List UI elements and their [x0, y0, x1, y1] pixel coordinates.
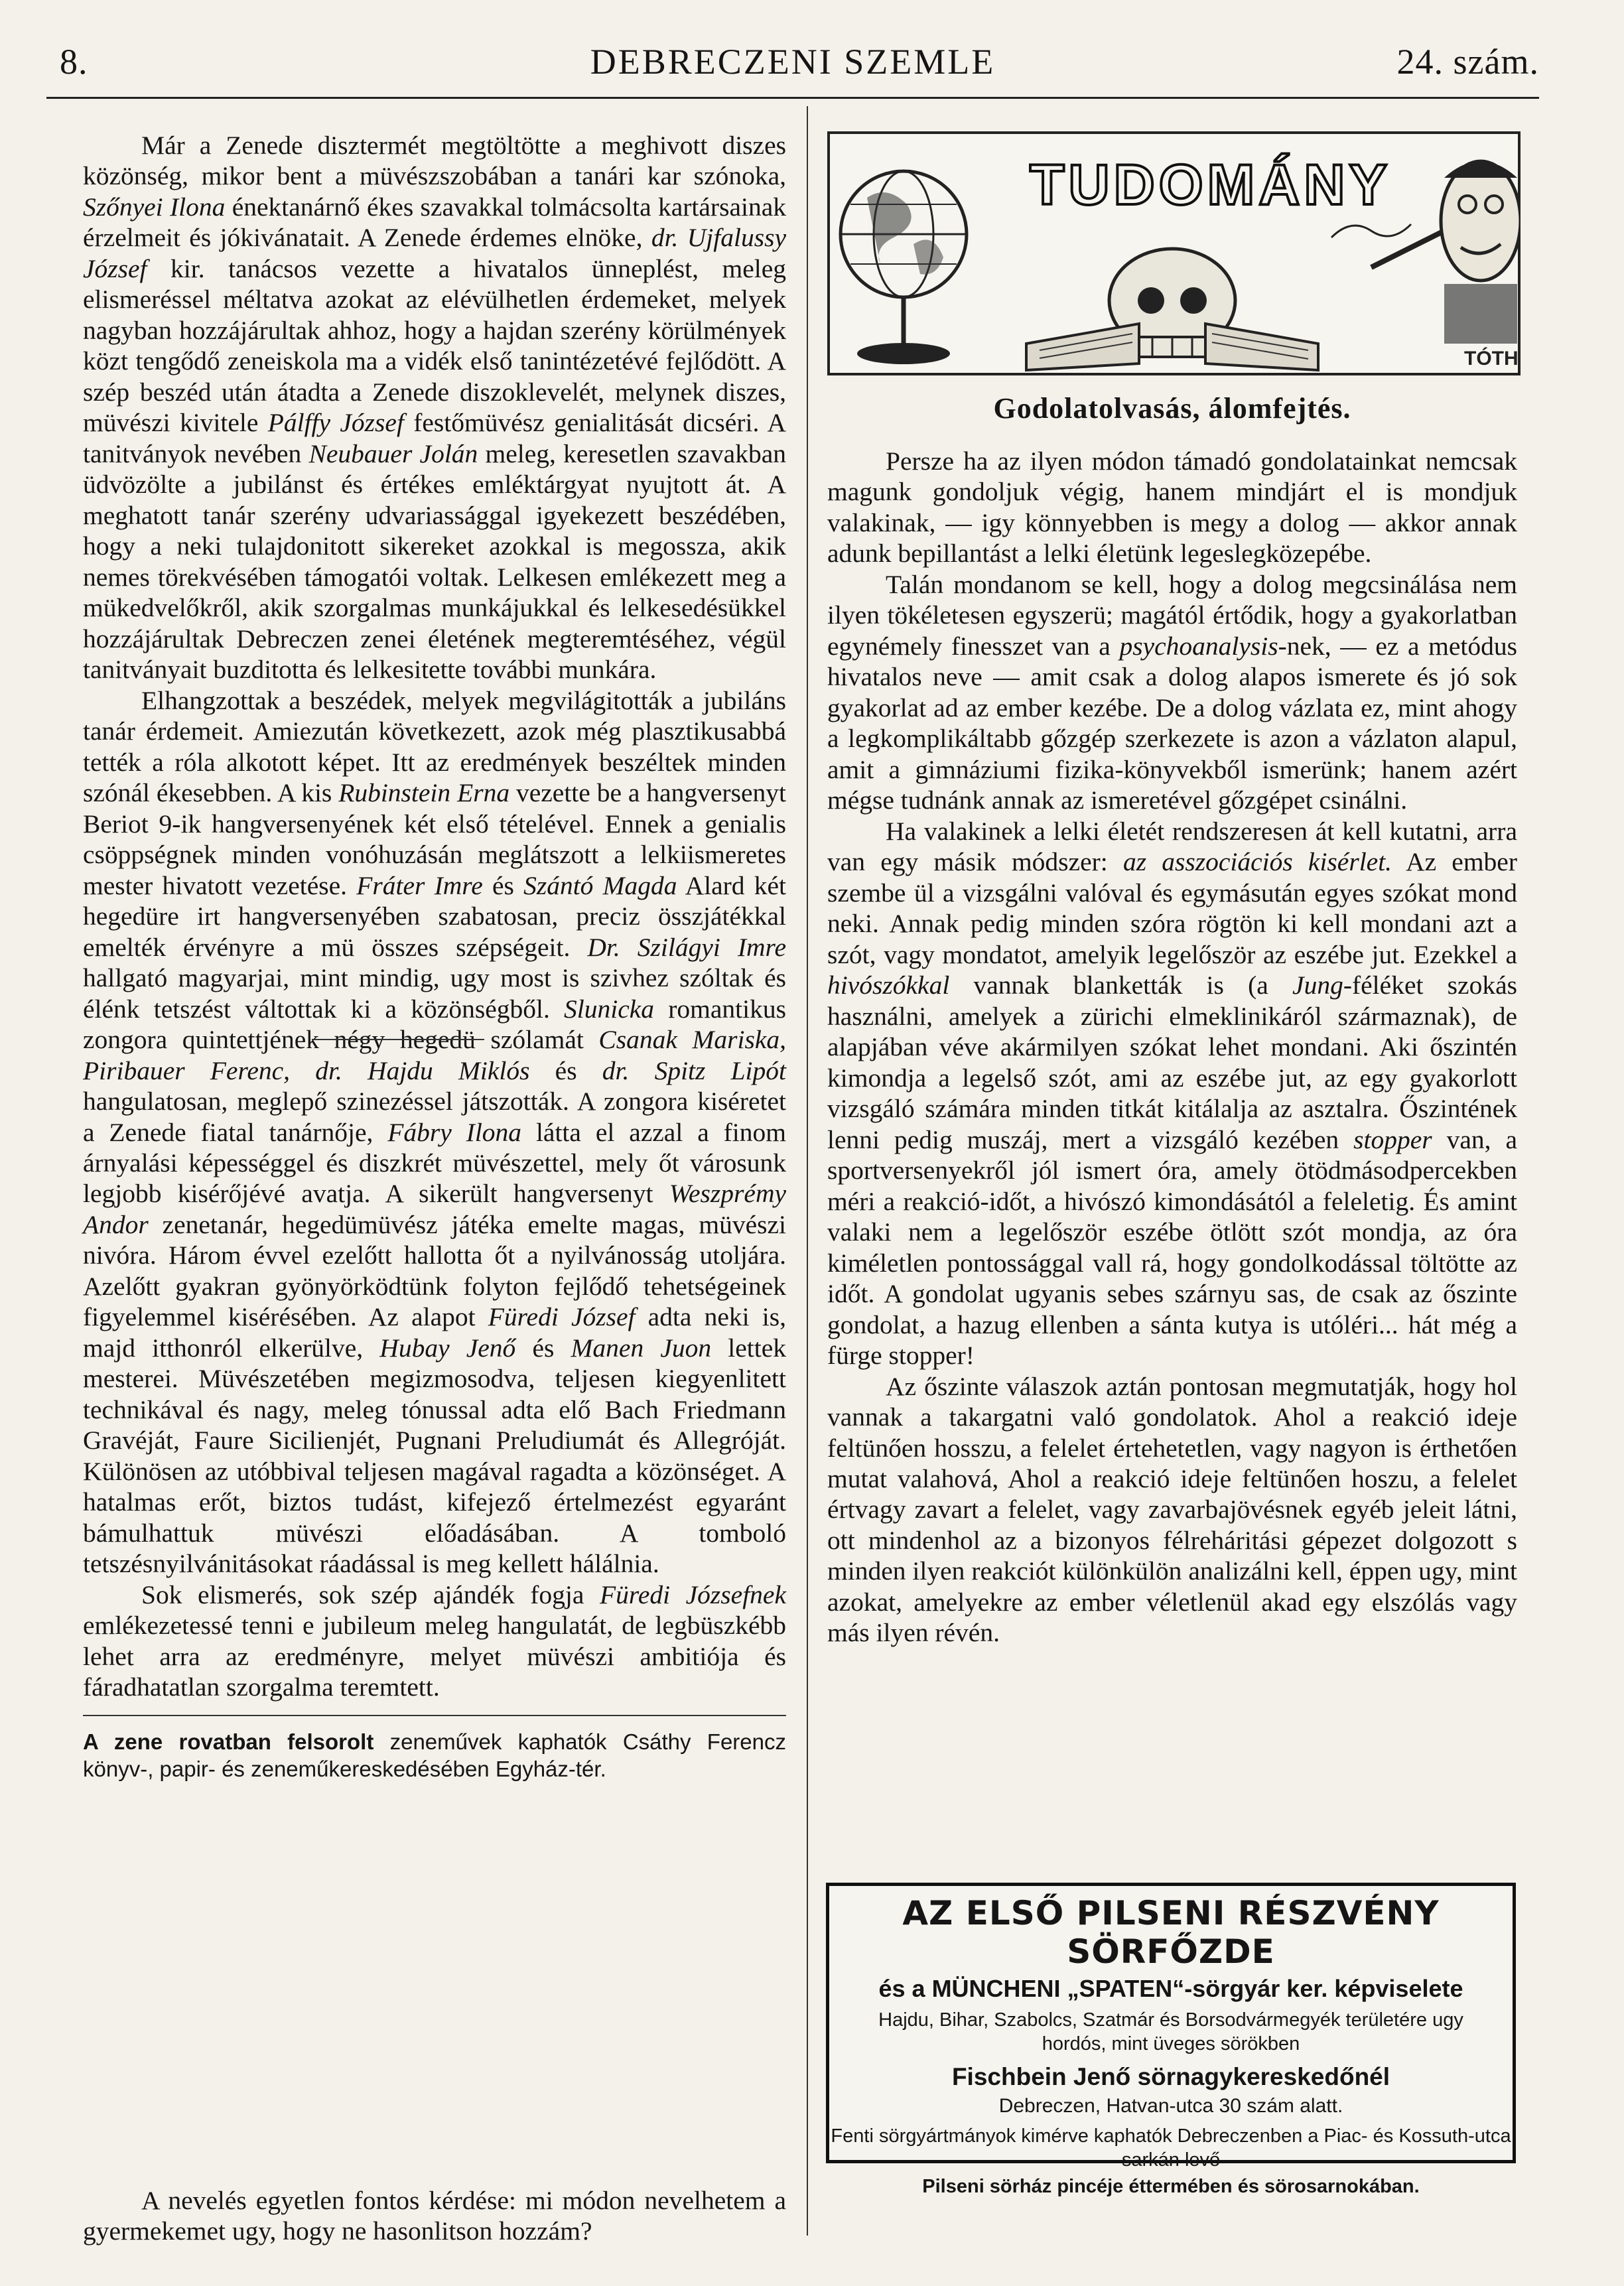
italic-name: Slunicka [564, 994, 655, 1024]
ad-line-4: Fischbein Jenő sörnagykereskedőnél [951, 2062, 1390, 2090]
text-run: énektanárnő ékes szavakkal tolmácsolta kartársainak érzelmeit és jókivánatait. A Zenede érdemes elnöke, [83, 192, 787, 253]
text-run: Persze ha az ilyen módon támadó gondolatainkat nemcsak magunk gondoljuk végig, hanem mindjárt el is mondjuk valakinak, — igy könnyebben is megy a dolog — akkor annak adunk bepillantást a lelki életünk legeslegközepébe. [827, 446, 1517, 569]
text-run: Az ember szembe ül a vizsgálni valóval és egymásután egyes szókat mond neki. Annak pedig minden szóra rögtön ki kell mondani azt a szót, vagy mondatot, amelyik legelőször az eszébe jut. Ezekkel a [827, 847, 1517, 969]
italic-name: az asszociációs kisérlet. [1122, 847, 1392, 877]
ad-line-1: AZ ELSŐ PILSENI RÉSZVÉNY SÖRFŐZDE [902, 1894, 1440, 1971]
text-run: hallgató magyarjai, mint mindig, ugy most is szivhez szóltak és élénk tetszést váltottak ki a közönségből. [83, 963, 786, 1024]
beer-advertisement [826, 1883, 1516, 2197]
right-paragraph [827, 816, 1517, 1371]
text-run: Már a Zenede disztermét megtöltötte a meghivott diszes közönség, mikor bent a müvészszobában a tanári kar szónoka, [83, 131, 786, 191]
italic-name: Fábry Ilona [387, 1117, 522, 1147]
italic-name: Weszprémy Andor [83, 1179, 786, 1239]
illustration-svg [827, 131, 1521, 375]
right-paragraph [827, 446, 1517, 569]
bottom-question-text: A nevelés egyetlen fontos kérdése: mi módon nevelhetem a gyermekemet ugy, hogy ne hasonlitson hozzám? [83, 2186, 786, 2246]
italic-name: Fráter Imre [356, 870, 483, 900]
bottom-question [83, 2185, 786, 2247]
italic-name: hivószókkal [827, 971, 950, 1000]
italic-name: psychoanalysis [1119, 631, 1278, 661]
text-run: zenetanár, hegedümüvész játéka emelte magas, müvészi nivóra. Három évvel ezelőtt hallotta őt a nyilvánosság utoljára. Azelőtt gyakran gyönyörködtünk folyton fejlődő tehetségeinek figyelemmel kisérésében. Az alapot [83, 1209, 786, 1332]
music-note-text: zeneművek kaphatók Csáthy Ferencz könyv-, papir- és zeneműkereskedésében Egyház-tér. [83, 1729, 786, 1781]
text-run: Az őszinte válaszok aztán pontosan megmutatják, hogy hol vannak a takargatni való gondolatok. Ahol a reakció ideje feltünően hosszu, a felelet értehetetlen, vagy nagyon is érthetően mutat valahová, Ahol a reakció ideje feltünően hoszu, a felelet értvagy zavart a felelet, vagy zavarbajövésnek egyéb jeleit látni, ott mindenhol az a bizonyos félreháritási gépezet dolgozott s minden ilyen reakciót különkülön analizálni kell, éppen ugy, mint azokat, amelyekre az ember véletlenül akad egy elszólás vagy más ilyen révén. [827, 1371, 1517, 1648]
right-paragraph [827, 1371, 1517, 1648]
text-run: és [482, 870, 524, 900]
italic-name: Pálffy József [267, 408, 404, 438]
text-run: hangulatosan, meglepő szinezéssel játszották. A zongora kiséretet a Zenede fiatal tanárnője, [83, 1087, 786, 1147]
text-run: Talán mondanom se kell, hogy a dolog megcsinálása nem ilyen tökéletesen egyszerü; magától értődik, hogy a gyakorlatban egynémely finesszet van a [827, 569, 1517, 661]
text-run: Ha valakinek a lelki életét rendszeresen át kell kutatni, arra van egy másik módszer: [827, 816, 1517, 877]
italic-name: dr. Spitz Lipót [602, 1055, 786, 1085]
banner-text: TUDOMÁNY [1030, 153, 1391, 217]
text-run: festőmüvész genialitását dicséri. A tanitványok nevében [83, 408, 786, 468]
left-article [83, 130, 786, 1703]
text-run: van, a sportversenyekről jól ismert óra, amely ötödmásodpercekben méri a reakció-időt, a hivószó kimondásától a feleletig. És amint valaki nem a legelőször eszébe ötlött szót mondja, az óra kiméletlen pontossággal vall rá, hogy gondolkodással töltötte az időt. A gondolat ugyanis sebes szárnyu sas, de csak az őszinte gondolat, a hazug ellenben a sánta kutya is utóléri... hát még a fürge stopper! [827, 1124, 1517, 1371]
face-caricature-icon [1441, 161, 1521, 344]
italic-name: Jung [1292, 971, 1343, 1000]
italic-name: Szőnyei Ilona [83, 192, 226, 222]
text-run: Sok elismerés, sok szép ajándék fogja [141, 1580, 600, 1609]
italic-name: Füredi Józsefnek [600, 1580, 786, 1609]
left-column [83, 130, 786, 1782]
newspaper-title: DEBRECZENI SZEMLE [590, 42, 996, 82]
text-run: emlékezetessé tenni e jubileum meleg hangulatát, de legbüszkébb lehet arra az eredményre, melyet müvészi ambitiója és fáradhatatlan szorgalma teremtett. [83, 1611, 786, 1702]
ad-line-2: és a MÜNCHENI „SPATEN“-sörgyár ker. képviselete [878, 1975, 1463, 2002]
page-header [46, 41, 1539, 94]
text-run: vezette be a hangversenyt Beriot 9-ik hangversenyének két első tételével. Ennek a genialis csöppségnek minden vonóhuzásán meglátszott a lelkiismeretes mester hivatott vezetése. [83, 778, 786, 900]
left-paragraph [83, 130, 786, 685]
italic-name: Rubinstein Erna [338, 778, 510, 808]
right-column [827, 446, 1517, 1648]
italic-name: Füredi József [488, 1302, 636, 1332]
text-run: és [515, 1333, 571, 1363]
italic-name: stopper [1353, 1124, 1432, 1154]
short-separator [312, 1039, 484, 1040]
italic-name: Neubauer Jolán [308, 438, 478, 468]
italic-name: Dr. Szilágyi Imre [587, 932, 786, 962]
text-run: Elhangzottak a beszédek, melyek megvilágitották a jubiláns tanár érdemeit. Amiezután következett, azok még plasztikusabbá tették a róla alkotott képet. Itt az eredmények beszéltek minden szónál ékesebben. A kis [83, 685, 786, 808]
ad-line-6: Fenti sörgyártmányok kimérve kaphatók Debreczenben a Piac- és Kossuth-utca sarkán levő [831, 2125, 1511, 2171]
text-run: -nek, — ez a metódus hivatalos neve — amit csak a dolog alapos ismerete és jó sok gyakorlat ad az ember kezébe. De a dolog vázlata ez, mint ahogy a legkomplikáltabb gőzgép szerkezete is azon a vázlaton alapul, amit a gimnáziumi fizika-könyvekből ismerünk; hanem azért mégse tudnánk annak az ismeretével gőzgépet csinálni. [827, 631, 1517, 815]
right-paragraph [827, 569, 1517, 816]
italic-name: dr. Ujfalussy József [83, 223, 787, 283]
text-run: adta neki is, majd itthonról elkerülve, [83, 1302, 786, 1363]
left-paragraph [83, 1580, 786, 1703]
text-run: Alard két hegedüre irt hangversenyében szabatosan, preciz összjátékkal emelték érvényre a mü összes szépségeit. [83, 870, 786, 962]
text-run: romantikus zongora quintettjének négy hegedü szólamát [83, 994, 786, 1055]
text-run: látta el azzal a finom árnyalási képességgel és diszkrét müvészettel, mely őt városunk legjobb kisérőjévé avatja. A sikerült hangversenyt [83, 1117, 786, 1209]
header-rule [46, 97, 1539, 99]
text-run: meleg, keresetlen szavakban üdvözölte a jubilánst és értékes emléktárgyat nyujtott át. A meghatott tanár szerény udvariassággal igyekezett beszédében, hogy a neki tulajdonitott sikereket azokkal is megossza, akik nemes törekvésében támogatói voltak. Lelkesen emlékezett meg a mükedvelőkről, akik szorgalmas munkájukkal és lelkesedésükkel hozzájárultak Debreczen zenei életének megteremtéséhez, végül tanitványait buzditotta és lelkesitette további munkára. [83, 438, 786, 685]
text-run: és [529, 1055, 602, 1085]
artist-signature: TÓTH [1464, 348, 1519, 370]
right-article [827, 446, 1517, 1648]
music-note-bold: A zene rovatban felsorolt [83, 1729, 374, 1754]
music-note [83, 1728, 786, 1783]
italic-name: Szántó Magda [523, 870, 677, 900]
page-number: 8. [60, 42, 88, 82]
ad-line-7: Pilseni sörház pincéje éttermében és sörosarnokában. [922, 2176, 1420, 2197]
text-run: -féléket szokás használni, amelyek a zürichi elmeklinikáról származnak), de alapjában véve akármilyen szókat lehet mondani. Aki őszintén kimondja a legelső szót, ami az eszébe jut, az egy gyakorlott vizsgáló számára minden titkát kitálalja az asztalra. Őszintének lenni pedig muszáj, mert a vizsgáló kezében [827, 971, 1517, 1154]
text-run: lettek mesterei. Müvészetében megizmosodva, teljesen kiegyenlitett technikával és nagy, meleg tónussal adta elő Bach Friedmann Gravéját, Faure Sicilienjét, Pugnani Preludiumát és Allegróját. Különösen az utóbbival teljesen magával ragadta a közönséget. A hatalmas erőt, biztos tudást, kifejező értelmezést egyaránt bámulhattuk müvészi előadásában. A tomboló tetszésnyilvánitásokat ráadással is meg kellett hálálnia. [83, 1333, 787, 1579]
note-separator [83, 1715, 786, 1716]
text-run: kir. tanácsos vezette a hivatalos ünneplést, meleg elismeréssel méltatva azokat az elévülhetlen érdemeket, melyek nagyban hozzájárultak ahhoz, hogy a hajdan szerény körülmények közt tengődő zeneiskola ma a vidék első tanintézetévé fejlődött. A szép beszéd után átadta a Zenede diszoklevelét, melynek diszes, müvészi kivitele [83, 253, 786, 438]
italic-name: Hubay Jenő [379, 1333, 516, 1363]
text-run: vannak blanketták is (a [949, 971, 1293, 1000]
tudomany-illustration [827, 131, 1521, 375]
section-title: Godolatolvasás, álomfejtés. [993, 392, 1351, 425]
left-paragraph [83, 685, 786, 1580]
italic-name: Csanak Mariska, Piribauer Ferenc, dr. Hajdu Miklós [83, 1025, 786, 1085]
italic-name: Manen Juon [571, 1333, 712, 1363]
column-divider [807, 106, 808, 2236]
ad-line-5: Debreczen, Hatvan-utca 30 szám alatt. [998, 2094, 1343, 2117]
issue-number: 24. szám. [1396, 42, 1539, 82]
ad-line-3: Hajdu, Bihar, Szabolcs, Szatmár és Borsodvármegyék területére ugy hordós, mint üveges sörökben [878, 2009, 1463, 2055]
